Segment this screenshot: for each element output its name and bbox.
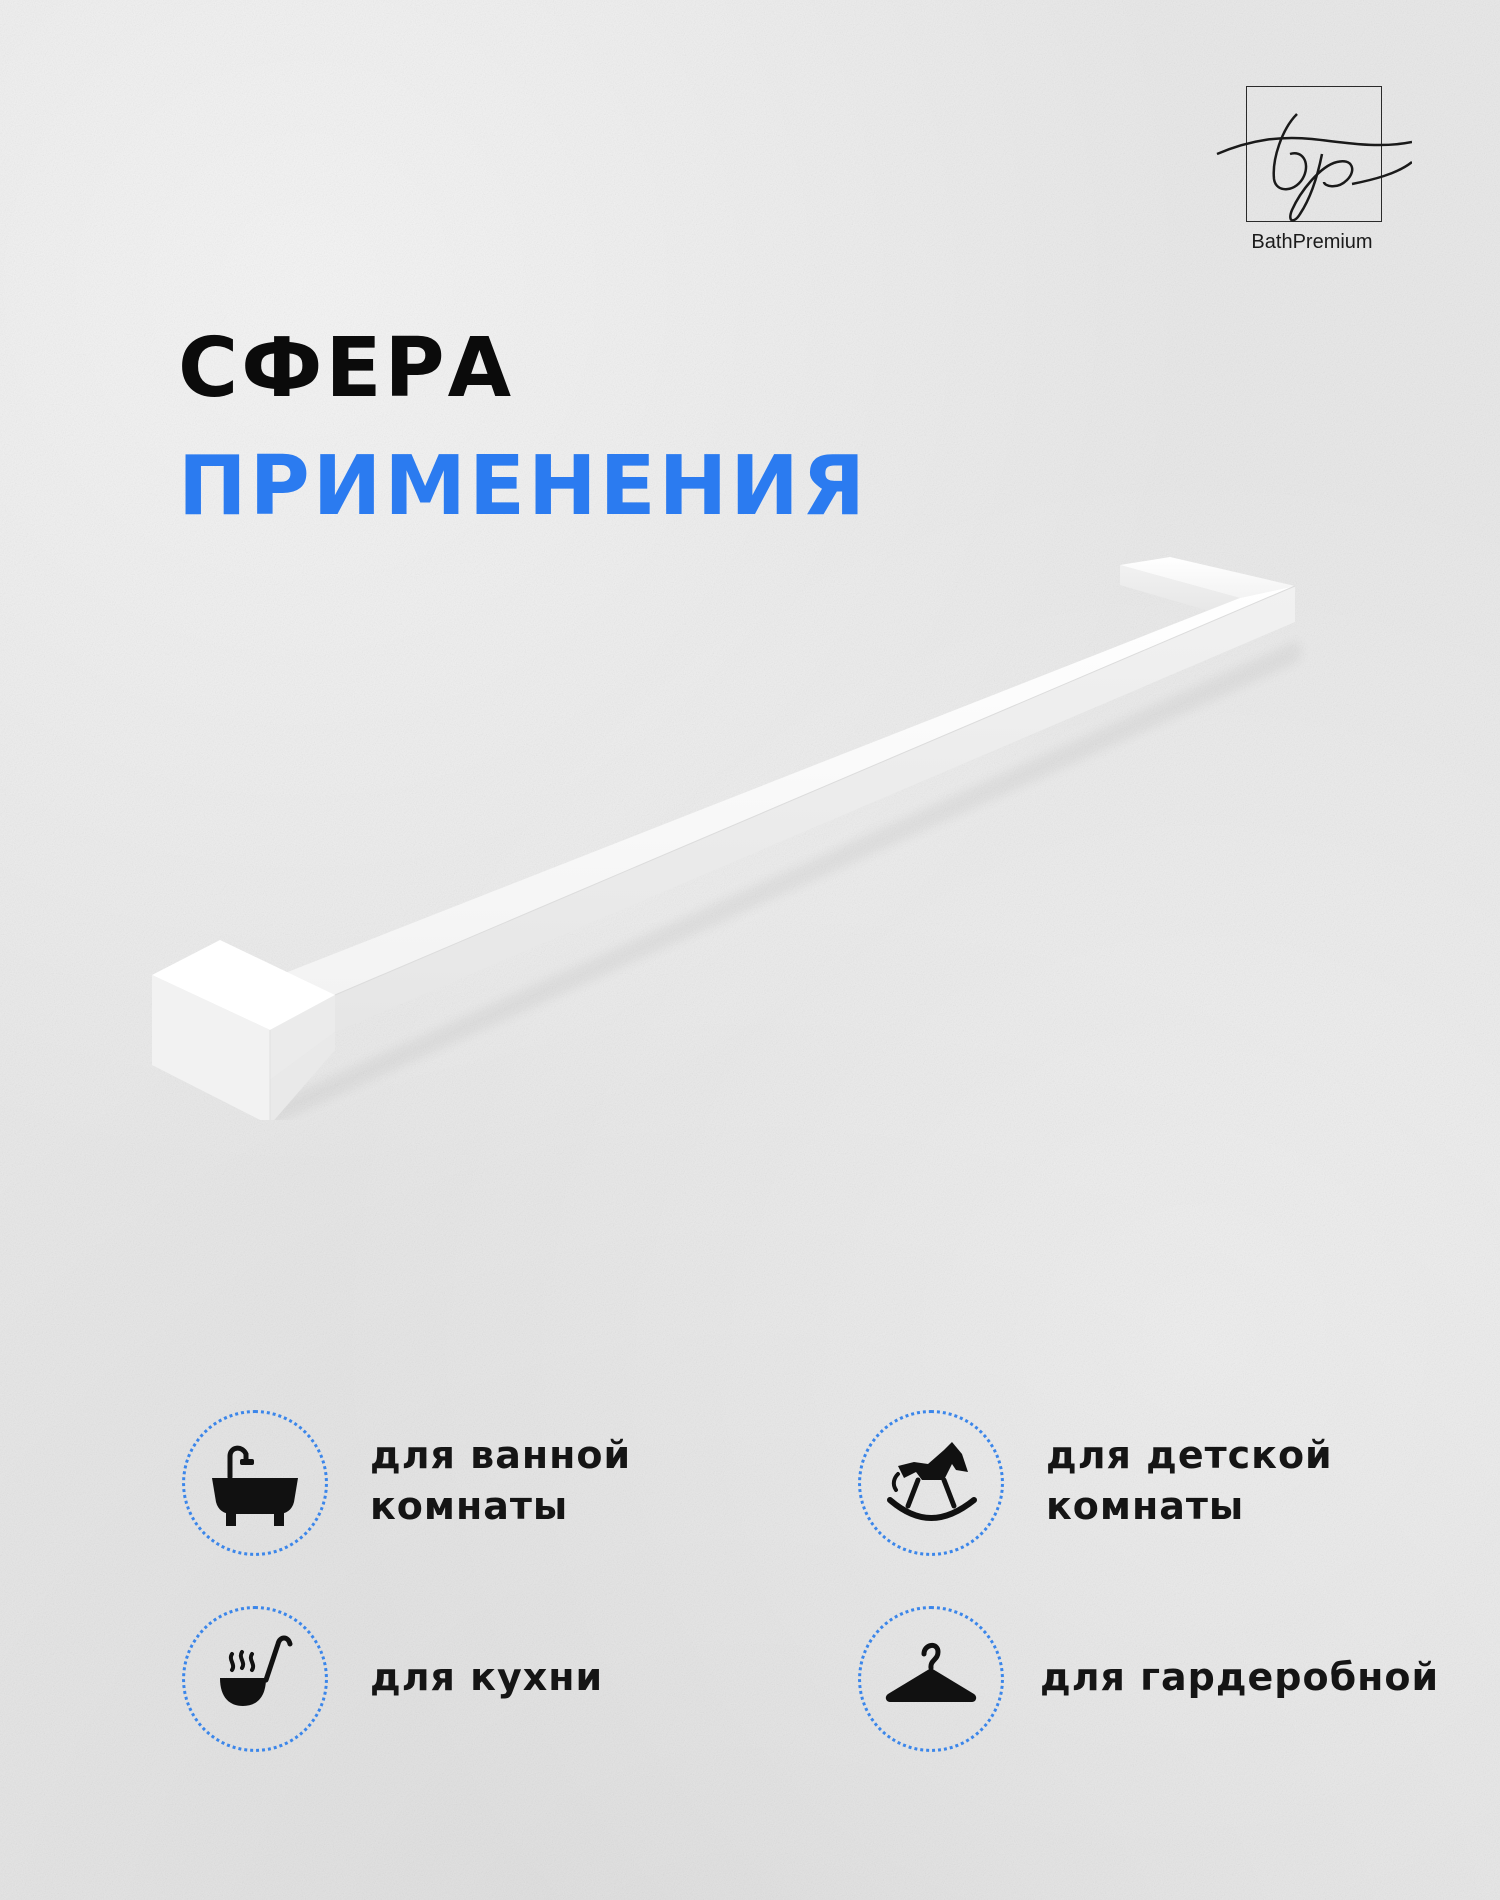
brand-logo <box>1212 84 1398 254</box>
hanger-icon <box>858 1606 1004 1752</box>
use-label-bathroom-line-1: для ванной <box>370 1433 632 1477</box>
use-label-kitchen <box>370 1652 603 1703</box>
bathtub-icon <box>182 1410 328 1556</box>
use-label-wardrobe <box>1040 1652 1439 1703</box>
heading-line-2: ПРИМЕНЕНИЯ <box>178 439 869 534</box>
use-label-bathroom-line-2: комнаты <box>370 1484 569 1528</box>
bp-monogram-icon <box>1212 84 1412 234</box>
rocking-horse-icon <box>858 1410 1004 1556</box>
use-label-kitchen-line-1: для кухни <box>370 1655 604 1699</box>
use-label-kids-room-line-1: для детской <box>1046 1433 1333 1477</box>
use-label-kids-room-line-2: комнаты <box>1046 1484 1245 1528</box>
use-label-bathroom <box>370 1430 631 1532</box>
heading-line-1: СФЕРА <box>178 321 515 416</box>
ladle-steam-icon <box>182 1606 328 1752</box>
towel-bar-image <box>140 550 1320 1120</box>
brand-name: BathPremium <box>1251 231 1373 253</box>
use-label-kids-room <box>1046 1430 1333 1532</box>
use-label-wardrobe-line-1: для гардеробной <box>1040 1655 1440 1699</box>
